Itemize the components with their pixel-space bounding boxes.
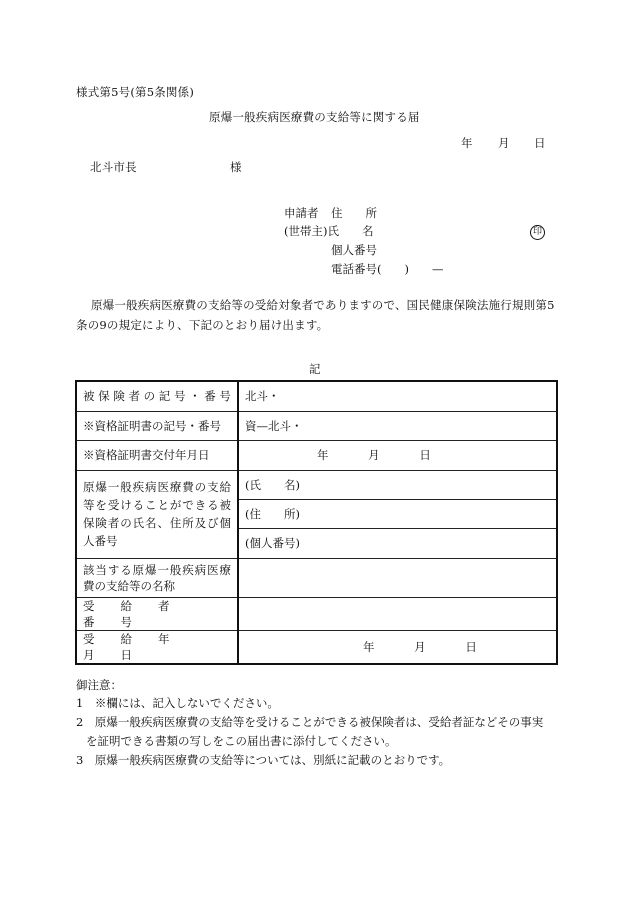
receipt-date-label: 受給年月日	[76, 630, 238, 664]
note-3: 3 原爆一般疾病医療費の支給等については、別紙に記載のとおりです。	[76, 753, 451, 767]
applicant-individual-number-label: 個人番号	[331, 243, 377, 257]
note-1: 1 ※欄には、記入しないでください。	[76, 696, 279, 710]
table-row	[76, 597, 557, 630]
applicant-phone-label: 電話番号( ) —	[331, 262, 444, 276]
addressee-name: 北斗市長	[90, 160, 137, 174]
recipient-individual-number-field[interactable]: (個人番号)	[238, 528, 557, 558]
date-year-label: 年	[461, 136, 473, 150]
notes-heading: 御注意：	[76, 678, 122, 692]
table-row	[76, 440, 557, 470]
issue-year-label: 年	[317, 448, 329, 462]
addressee-honorific: 様	[230, 160, 242, 174]
note-2b: を証明できる書類の写しをこの届出書に添付してください。	[86, 734, 397, 748]
note-2a: 2 原爆一般疾病医療費の支給等を受けることができる被保険者は、受給者証などその事実	[76, 715, 544, 729]
recipient-info-label: 原爆一般疾病医療費の支給等を受けることができる被保険者の氏名、住所及び個人番号	[76, 470, 238, 558]
recipient-number-label: 受給者番号	[76, 597, 238, 630]
statement-line-1: 原爆一般疾病医療費の支給等の受給対象者でありますので、国民健康保険法施行規則第5	[91, 298, 555, 312]
insured-symbol-number-field[interactable]: 北斗・	[238, 381, 557, 411]
table-row	[76, 381, 557, 411]
table-row	[76, 558, 557, 597]
issue-day-label: 日	[419, 448, 431, 462]
statement-line-2: 条の9の規定により、下記のとおり届け出ます。	[76, 318, 329, 332]
receipt-month-label: 月	[414, 639, 426, 654]
application-table	[75, 380, 558, 665]
applicant-name-label: (世帯主)氏 名	[284, 224, 374, 238]
table-row	[76, 630, 557, 664]
recipient-name-field[interactable]: (氏 名)	[238, 470, 557, 499]
benefit-name-label: 該当する原爆一般疾病医療費の支給等の名称	[76, 558, 238, 597]
receipt-year-label: 年	[363, 639, 375, 654]
seal-icon: 印	[530, 225, 545, 240]
certificate-issue-date-label: ※資格証明書交付年月日	[76, 440, 238, 470]
benefit-name-field[interactable]	[238, 558, 557, 597]
recipient-address-field[interactable]: (住 所)	[238, 499, 557, 528]
seal-mark	[530, 225, 545, 240]
form-title: 原爆一般疾病医療費の支給等に関する届	[209, 110, 420, 124]
table-row	[76, 411, 557, 440]
table-row	[76, 470, 557, 499]
form-number: 様式第5号(第5条関係)	[76, 85, 195, 99]
date-month-label: 月	[498, 136, 510, 150]
applicant-label: 申請者	[284, 206, 319, 220]
recipient-number-field[interactable]	[238, 597, 557, 630]
issue-month-label: 月	[368, 448, 380, 462]
applicant-address-label: 住 所	[331, 206, 377, 220]
certificate-issue-date-field[interactable]	[238, 440, 557, 470]
insured-symbol-number-label: 被 保 険 者 の 記 号 ・ 番 号	[76, 381, 238, 411]
receipt-date-field[interactable]	[238, 630, 557, 664]
date-day-label: 日	[534, 136, 546, 150]
certificate-symbol-number-field[interactable]: 資—北斗・	[238, 411, 557, 440]
record-mark: 記	[309, 362, 321, 376]
certificate-symbol-number-label: ※資格証明書の記号・番号	[76, 411, 238, 440]
receipt-day-label: 日	[465, 639, 477, 654]
